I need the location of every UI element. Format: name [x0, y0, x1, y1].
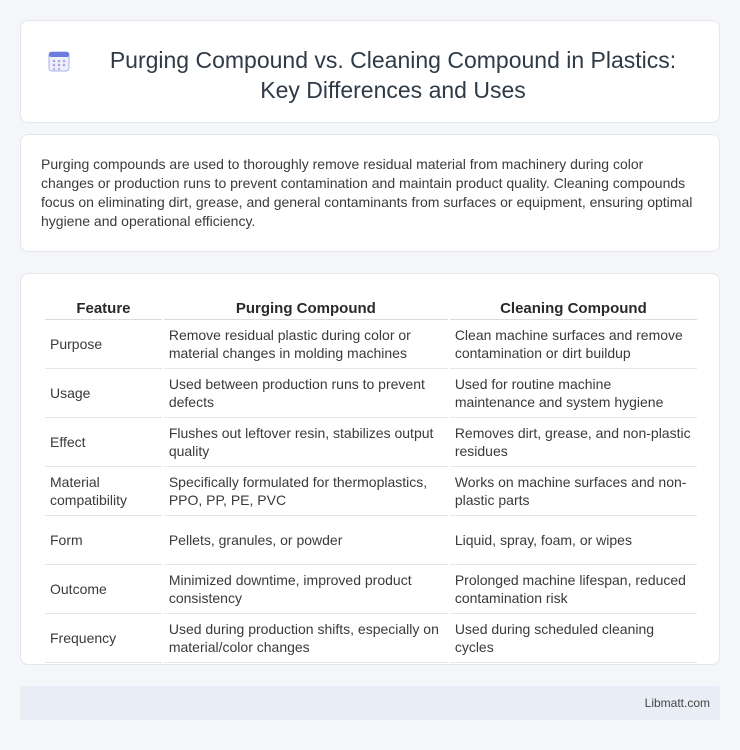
table-header-row — [45, 296, 697, 320]
table-row — [45, 320, 697, 369]
title-card — [20, 20, 720, 123]
purging-cell: Remove residual plastic during color or material changes in molding machines — [164, 320, 448, 369]
purging-cell: Flushes out leftover resin, stabilizes output quality — [164, 418, 448, 467]
feature-cell: Usage — [45, 369, 162, 418]
table-row — [45, 614, 697, 663]
header-feature: Feature — [45, 296, 162, 320]
footer-bar — [20, 686, 720, 720]
purging-cell: Used during production shifts, especially on material/color changes — [164, 614, 448, 663]
header-purging: Purging Compound — [164, 296, 448, 320]
header-cleaning: Cleaning Compound — [450, 296, 697, 320]
table-row — [45, 418, 697, 467]
purging-cell: Used between production runs to prevent defects — [164, 369, 448, 418]
cleaning-cell: Used for routine machine maintenance and system hygiene — [450, 369, 697, 418]
intro-card — [20, 134, 720, 252]
feature-cell: Effect — [45, 418, 162, 467]
purging-cell: Specifically formulated for thermoplastics, PPO, PP, PE, PVC — [164, 467, 448, 516]
feature-cell: Outcome — [45, 565, 162, 614]
cleaning-cell: Removes dirt, grease, and non-plastic residues — [450, 418, 697, 467]
feature-cell: Purpose — [45, 320, 162, 369]
table-row — [45, 516, 697, 565]
feature-cell: Form — [45, 516, 162, 565]
cleaning-cell: Prolonged machine lifespan, reduced contamination risk — [450, 565, 697, 614]
calendar-icon — [47, 49, 71, 73]
comparison-card — [20, 273, 720, 665]
table-row — [45, 369, 697, 418]
purging-cell: Pellets, granules, or powder — [164, 516, 448, 565]
intro-paragraph: Purging compounds are used to thoroughly remove residual material from machinery during color changes or production runs to prevent contamination and maintain product quality. Cleaning compounds focus on eliminating dirt, grease, and general contaminants from surfaces or equipment, ensuring optimal hygiene and operational efficiency. — [41, 156, 693, 229]
feature-cell: Frequency — [45, 614, 162, 663]
cleaning-cell: Clean machine surfaces and remove contamination or dirt buildup — [450, 320, 697, 369]
purging-cell: Minimized downtime, improved product consistency — [164, 565, 448, 614]
table-row — [45, 565, 697, 614]
page-title: Purging Compound vs. Cleaning Compound in Plastics: Key Differences and Uses — [109, 47, 677, 103]
comparison-table — [43, 296, 699, 663]
feature-cell: Material compatibility — [45, 467, 162, 516]
table-row — [45, 467, 697, 516]
footer-brand-link[interactable]: Libmatt.com — [644, 696, 710, 710]
cleaning-cell: Used during scheduled cleaning cycles — [450, 614, 697, 663]
title-wrap — [21, 21, 719, 105]
cleaning-cell: Liquid, spray, foam, or wipes — [450, 516, 697, 565]
cleaning-cell: Works on machine surfaces and non-plastic parts — [450, 467, 697, 516]
